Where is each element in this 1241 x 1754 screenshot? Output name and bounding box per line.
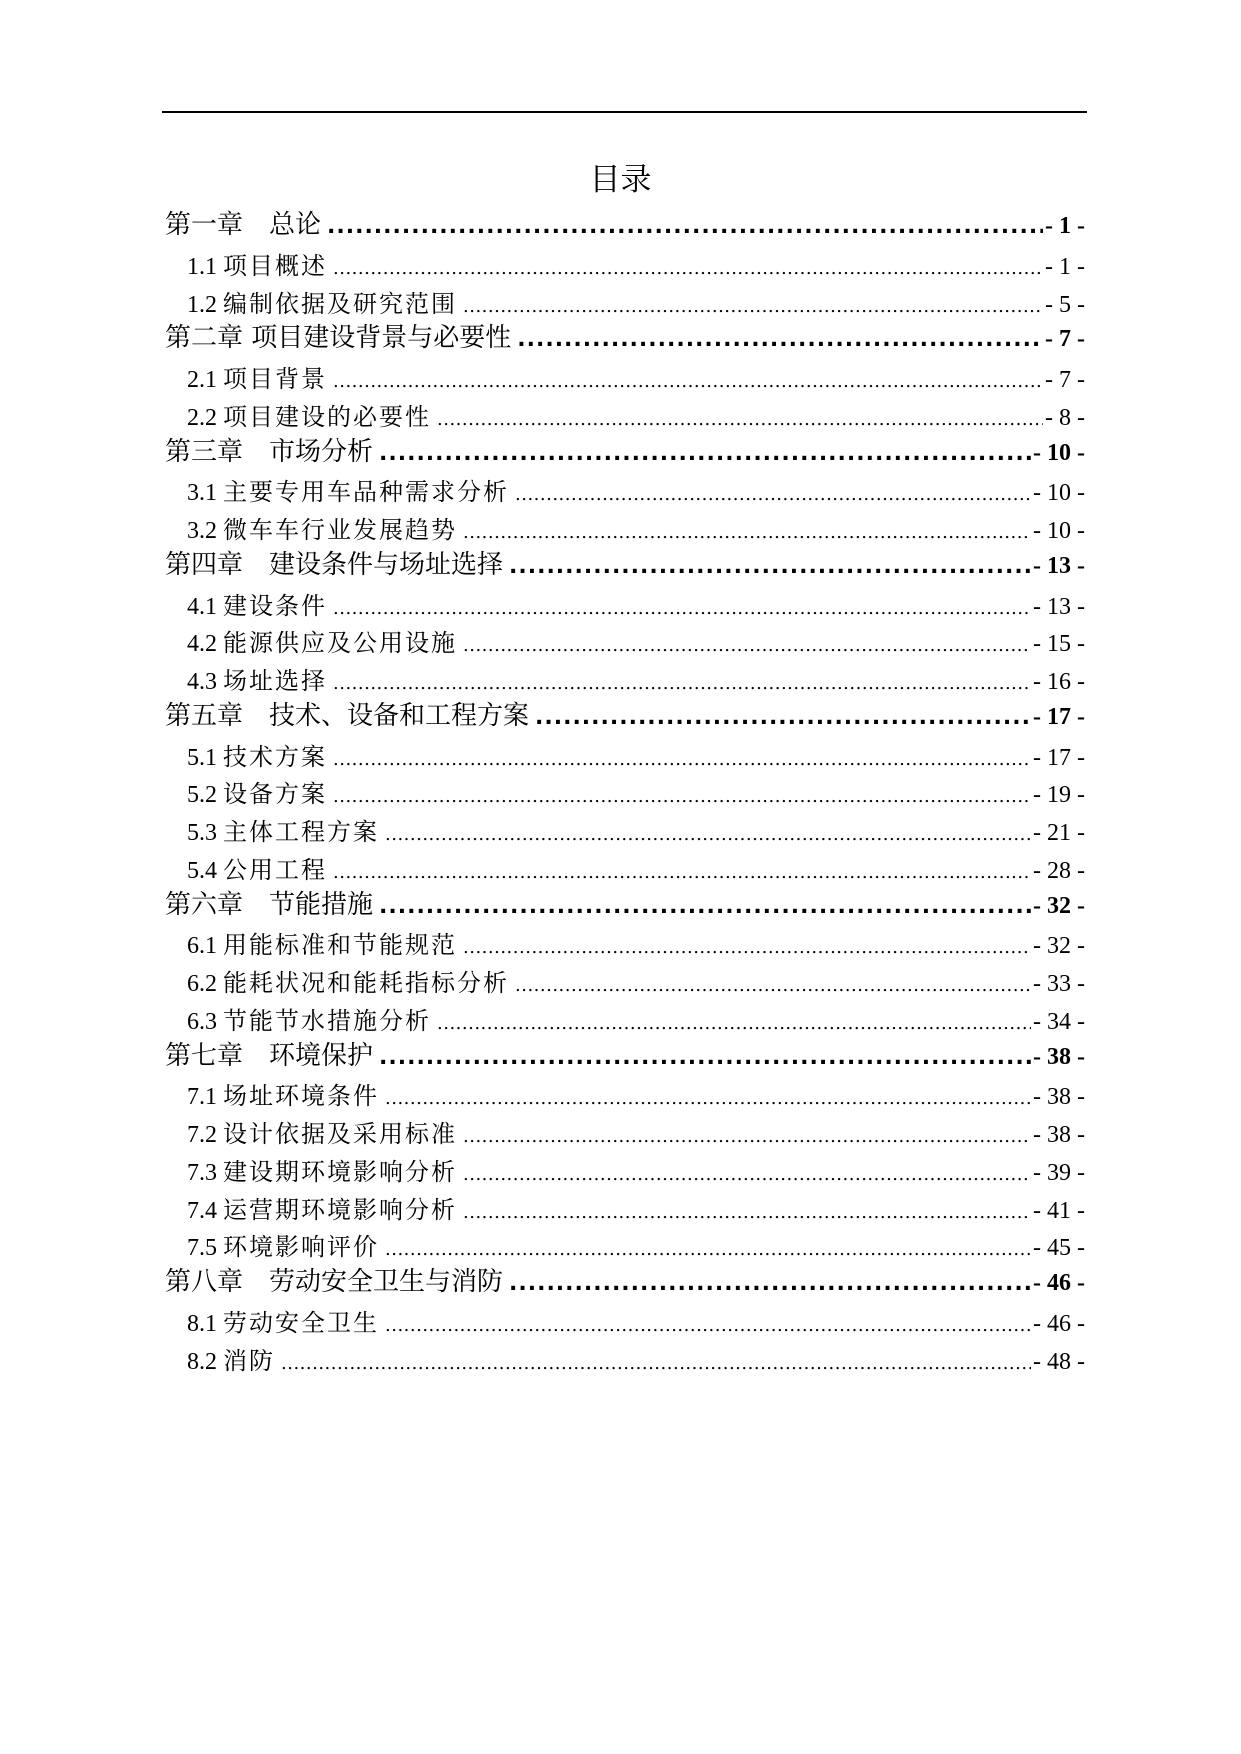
entry-label: [187, 1231, 379, 1264]
page-number: - 10 -: [1033, 518, 1085, 544]
page-number: - 38 -: [1033, 1084, 1085, 1111]
page-number: - 17 -: [1033, 744, 1085, 771]
entry-label: [187, 590, 327, 623]
entry-label: [187, 1118, 457, 1151]
entry-label: 第四章 建设条件与场址选择: [165, 549, 504, 580]
entry-title: 微车车行业发展趋势: [223, 516, 457, 544]
entry-label: [187, 288, 457, 321]
entry-number: 5.4: [187, 857, 217, 884]
dot-leader: [463, 1121, 1031, 1153]
page-number: - 8 -: [1045, 404, 1085, 431]
entry-title: 场址环境条件: [223, 1082, 379, 1111]
entry-number: 7.5: [187, 1235, 217, 1262]
toc-section-entry[interactable]: [187, 967, 1085, 1002]
dot-leader: [509, 550, 1031, 584]
toc-section-entry[interactable]: [187, 250, 1085, 285]
entry-title: 能源供应及公用设施: [223, 629, 457, 658]
entry-number: 1.2: [187, 291, 217, 318]
entry-label: [187, 514, 457, 547]
entry-title: 技术方案: [223, 742, 327, 771]
page-number: - 16 -: [1033, 669, 1085, 695]
entry-label: [187, 1080, 379, 1113]
entry-number: 7.1: [187, 1084, 217, 1111]
toc-chapter-entry[interactable]: [165, 548, 1085, 584]
dot-leader: [509, 1267, 1031, 1301]
entry-label: [187, 741, 327, 774]
page-number: - 10 -: [1033, 439, 1085, 466]
entry-label: [187, 967, 509, 1000]
dot-leader: [463, 630, 1031, 662]
toc-chapter-entry[interactable]: [165, 699, 1085, 735]
dot-leader: [385, 819, 1031, 851]
entry-title: 用能标准和节能规范: [223, 931, 457, 960]
entry-number: 4.1: [187, 593, 217, 620]
page-number: - 1 -: [1045, 213, 1085, 239]
entry-label: 第二章 项目建设背景与必要性: [165, 323, 512, 354]
entry-number: 6.3: [187, 1008, 217, 1035]
page-number: - 41 -: [1033, 1197, 1085, 1224]
page-number: - 33 -: [1033, 971, 1085, 997]
entry-number: 2.1: [187, 367, 217, 393]
entry-number: 4.3: [187, 669, 217, 695]
dot-leader: [333, 668, 1031, 700]
entry-title: 能耗状况和能耗指标分析: [223, 969, 509, 997]
dot-leader: [517, 323, 1043, 357]
entry-number: 5.1: [187, 744, 217, 771]
entry-label: 第一章 总论: [165, 210, 322, 240]
entry-label: 第六章 节能措施: [165, 889, 374, 920]
dot-leader: [333, 857, 1031, 889]
entry-title: 环境影响评价: [223, 1233, 379, 1262]
entry-label: [187, 250, 327, 283]
entry-label: [187, 1194, 457, 1227]
entry-label: [187, 363, 327, 396]
entry-number: 4.2: [187, 631, 217, 658]
toc-section-entry[interactable]: [187, 1005, 1085, 1040]
page-number: - 34 -: [1033, 1008, 1085, 1035]
toc-section-entry[interactable]: [187, 363, 1085, 398]
toc-section-entry[interactable]: [187, 665, 1085, 700]
dot-leader: [463, 1197, 1031, 1229]
entry-number: 1.1: [187, 253, 217, 280]
entry-title: 节能节水措施分析: [223, 1006, 431, 1035]
dot-leader: [515, 970, 1031, 1002]
toc-section-entry[interactable]: [187, 1118, 1085, 1153]
entry-title: 运营期环境影响分析: [223, 1195, 457, 1224]
dot-leader: [333, 781, 1031, 813]
entry-title: 设备方案: [223, 780, 327, 809]
dot-leader: [463, 932, 1031, 964]
entry-title: 建设条件: [223, 591, 327, 620]
page-number: - 1 -: [1045, 253, 1085, 280]
dot-leader: [463, 1159, 1031, 1191]
toc-section-entry[interactable]: [187, 1080, 1085, 1115]
entry-label: [187, 1005, 431, 1038]
page-number: - 7 -: [1045, 367, 1085, 393]
dot-leader: [333, 253, 1043, 285]
toc-chapter-entry[interactable]: [165, 1039, 1085, 1075]
toc-chapter-entry[interactable]: [165, 888, 1085, 924]
toc-section-entry[interactable]: [187, 590, 1085, 625]
page-number: - 10 -: [1033, 480, 1085, 507]
entry-label: [187, 854, 327, 887]
page-number: - 39 -: [1033, 1159, 1085, 1186]
page-number: - 28 -: [1033, 857, 1085, 884]
toc-chapter-entry[interactable]: [165, 321, 1085, 357]
entry-number: 7.4: [187, 1197, 217, 1224]
page-number: - 46 -: [1033, 1270, 1085, 1296]
dot-leader: [327, 210, 1043, 244]
entry-title: 编制依据及研究范围: [223, 289, 457, 318]
entry-number: 6.1: [187, 933, 217, 960]
dot-leader: [379, 890, 1031, 924]
page-number: - 15 -: [1033, 631, 1085, 658]
entry-label: [187, 627, 457, 660]
dot-leader: [333, 366, 1043, 398]
page-number: - 13 -: [1033, 552, 1085, 579]
entry-number: 7.3: [187, 1159, 217, 1186]
toc-section-entry[interactable]: [187, 514, 1085, 549]
entry-number: 2.2: [187, 404, 217, 431]
page-number: - 32 -: [1033, 892, 1085, 919]
page-number: - 13 -: [1033, 593, 1085, 620]
page-number: - 48 -: [1033, 1348, 1085, 1375]
dot-leader: [385, 1310, 1031, 1342]
entry-number: 8.2: [187, 1348, 217, 1375]
entry-label: 第三章 市场分析: [165, 436, 374, 467]
entry-title: 劳动安全卫生: [223, 1308, 379, 1337]
dot-leader: [333, 593, 1031, 625]
entry-label: [187, 1307, 379, 1340]
dot-leader: [385, 1083, 1031, 1115]
toc-section-entry[interactable]: [187, 1345, 1085, 1380]
toc-section-entry[interactable]: [187, 1156, 1085, 1191]
page-number: - 7 -: [1045, 326, 1085, 353]
toc-section-entry[interactable]: [187, 1194, 1085, 1229]
entry-title: 消防: [223, 1346, 275, 1375]
dot-leader: [437, 1008, 1031, 1040]
entry-number: 5.2: [187, 782, 217, 809]
entry-title: 建设期环境影响分析: [223, 1157, 457, 1186]
entry-label: 第五章 技术、设备和工程方案: [165, 700, 530, 731]
dot-leader: [385, 1234, 1031, 1266]
page-number: - 21 -: [1033, 820, 1085, 846]
toc-section-entry[interactable]: [187, 854, 1085, 889]
entry-title: 主要专用车品种需求分析: [223, 478, 509, 507]
entry-title: 设计依据及采用标准: [223, 1120, 457, 1148]
dot-leader: [437, 404, 1043, 436]
dot-leader: [333, 744, 1031, 776]
entry-label: 第七章 环境保护: [165, 1040, 374, 1071]
entry-number: 7.2: [187, 1122, 217, 1148]
dot-leader: [515, 479, 1031, 511]
entry-label: [187, 929, 457, 962]
entry-number: 8.1: [187, 1310, 217, 1337]
entry-label: [187, 476, 509, 509]
toc-section-entry[interactable]: [187, 929, 1085, 964]
page-number: - 17 -: [1033, 703, 1085, 730]
entry-title: 项目建设的必要性: [223, 402, 431, 431]
dot-leader: [379, 1041, 1031, 1075]
toc-section-entry[interactable]: [187, 476, 1085, 511]
page-number: - 32 -: [1033, 933, 1085, 960]
toc-section-entry[interactable]: [187, 816, 1085, 851]
entry-label: [187, 1156, 457, 1189]
toc-section-entry[interactable]: [187, 1231, 1085, 1266]
page-number: - 46 -: [1033, 1310, 1085, 1337]
page-number: - 38 -: [1033, 1043, 1085, 1070]
toc-section-entry[interactable]: [187, 288, 1085, 323]
page-number: - 45 -: [1033, 1235, 1085, 1262]
dot-leader: [463, 517, 1031, 549]
entry-label: [187, 1345, 275, 1378]
dot-leader: [281, 1348, 1031, 1380]
page-number: - 5 -: [1045, 291, 1085, 318]
entry-number: 3.2: [187, 518, 217, 544]
entry-number: 3.1: [187, 480, 217, 507]
toc-section-entry[interactable]: [187, 627, 1085, 662]
page-number: - 19 -: [1033, 782, 1085, 809]
entry-label: [187, 778, 327, 811]
entry-number: 5.3: [187, 820, 217, 846]
entry-label: [187, 401, 431, 434]
entry-label: [187, 665, 327, 698]
toc-chapter-entry[interactable]: [165, 1265, 1085, 1301]
entry-number: 6.2: [187, 971, 217, 997]
dot-leader: [535, 701, 1031, 735]
entry-title: 主体工程方案: [223, 818, 379, 846]
header-rule: [162, 111, 1087, 113]
entry-title: 项目概述: [223, 251, 327, 280]
dot-leader: [379, 437, 1031, 471]
entry-label: 第八章 劳动安全卫生与消防: [165, 1267, 504, 1297]
toc-section-entry[interactable]: [187, 741, 1085, 776]
toc-title: 目录: [589, 162, 652, 198]
toc-chapter-entry[interactable]: [165, 208, 1085, 244]
toc-chapter-entry[interactable]: [165, 435, 1085, 471]
dot-leader: [463, 291, 1043, 323]
entry-title: 场址选择: [223, 667, 327, 695]
entry-title: 公用工程: [223, 855, 327, 884]
toc-section-entry[interactable]: [187, 1307, 1085, 1342]
entry-title: 项目背景: [223, 365, 327, 393]
toc-section-entry[interactable]: [187, 401, 1085, 436]
toc-section-entry[interactable]: [187, 778, 1085, 813]
entry-label: [187, 816, 379, 849]
page-number: - 38 -: [1033, 1122, 1085, 1148]
